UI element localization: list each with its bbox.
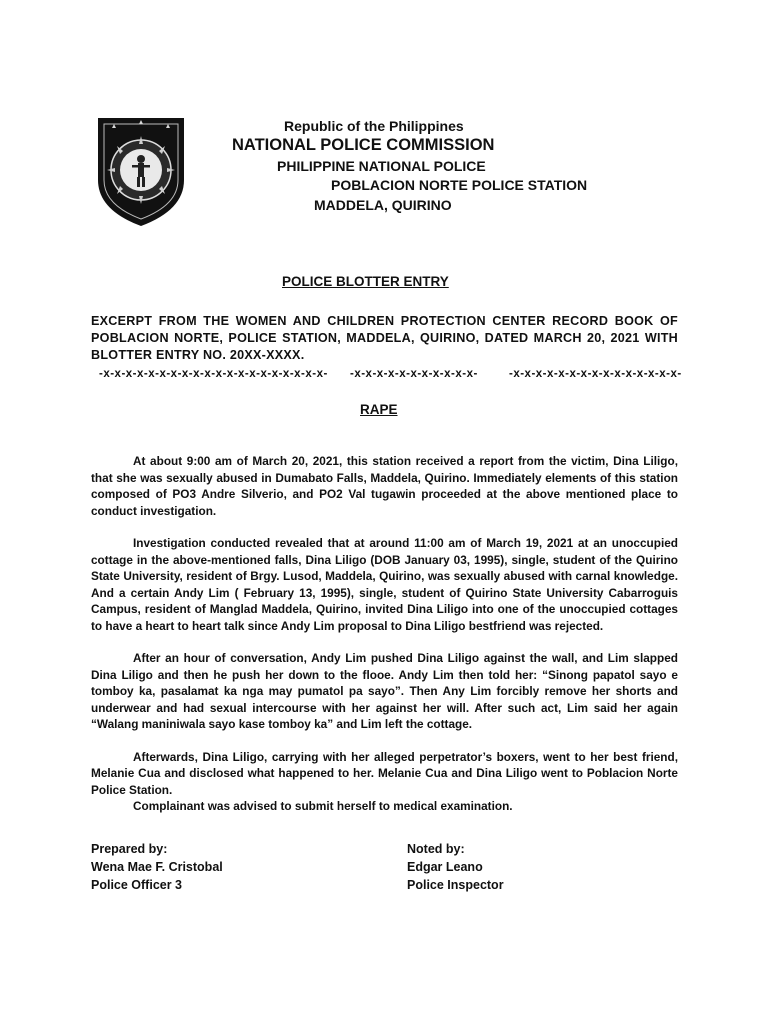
noted-by-block: [407, 840, 504, 894]
prepared-by-label: Prepared by:: [91, 842, 168, 856]
separator-line: -x-x-x-x-x-x-x-x-x-x-x-: [350, 368, 478, 380]
location-line: MADDELA, QUIRINO: [314, 197, 452, 213]
narrative-paragraph: At about 9:00 am of March 20, 2021, this station received a report from the victim, Dina Liligo, that she was sexually abused in Dumabato Falls, Maddela, Quirino. Immediately elements of this station composed of PO3 Andre Silverio, and PO2 Val tugawin proceeded at the above mentioned place to conduct investigation.: [91, 454, 678, 518]
document-title: POLICE BLOTTER ENTRY: [282, 274, 449, 289]
station-line: POBLACION NORTE POLICE STATION: [331, 177, 588, 193]
republic-line: Republic of the Philippines: [284, 118, 464, 134]
noted-by-name: Edgar Leano: [407, 860, 483, 874]
separator-line: -x-x-x-x-x-x-x-x-x-x-x-x-x-x-x-: [509, 368, 682, 380]
prepared-by-name: Wena Mae F. Cristobal: [91, 860, 223, 874]
prepared-by-block: [91, 840, 223, 894]
excerpt-paragraph: EXCERPT FROM THE WOMEN AND CHILDREN PROTECTION CENTER RECORD BOOK OF POBLACION NORTE, POLICE STATION, MADDELA, QUIRINO, DATED MARCH 20, 2021 WITH BLOTTER ENTRY NO. 20XX-XXXX.: [91, 314, 678, 362]
commission-line: NATIONAL POLICE COMMISSION: [232, 136, 495, 154]
separator-line: -x-x-x-x-x-x-x-x-x-x-x-x-x-x-x-x-x-x-x-x-: [99, 368, 328, 380]
narrative-body: [91, 453, 678, 815]
narrative-paragraph: Investigation conducted revealed that at around 11:00 am of March 19, 2021 at an unoccupied cottage in the above-mentioned falls, Dina Liligo (DOB January 03, 1995), single, student of the Quirino State University, resident of Brgy. Lusod, Maddela, Quirino, was sexually abused with carnal knowledge. And a certain Andy Lim ( February 13, 1995), single, student of Quirino State University Cabarroguis Campus, resident of Manglad Maddela, Quirino, invited Dina Liligo into one of the unoccupied cottages to have a heart to heart talk since Andy Lim proposal to Dina Liligo bestfriend was rejected.: [91, 536, 678, 633]
offense-title: RAPE: [360, 402, 398, 417]
pnp-seal-logo: [92, 114, 190, 228]
prepared-by-rank: Police Officer 3: [91, 878, 183, 892]
noted-by-label: Noted by:: [407, 842, 465, 856]
narrative-paragraph: After an hour of conversation, Andy Lim pushed Dina Liligo against the wall, and Lim slapped Dina Liligo and then he push her down to the flooe. Andy Lim then told her: “Sinong papatol sayo e tomboy ka, pasalamat ka nga may pumatol pa sayo”. Then Any Lim forcibly remove her shorts and underwear and had sexual intercourse with her against her will. After such act, Lim said her again “Walang maniniwala sayo kase tomboy ka” and Lim left the cottage.: [91, 651, 678, 731]
agency-line: PHILIPPINE NATIONAL POLICE: [277, 158, 486, 174]
narrative-paragraph: Afterwards, Dina Liligo, carrying with her alleged perpetrator’s boxers, went to her best friend, Melanie Cua and disclosed what happened to her. Melanie Cua and Dina Liligo went to Poblacion Norte Police Station.: [91, 749, 678, 797]
narrative-paragraph: Complainant was advised to submit herself to medical examination.: [133, 799, 513, 813]
noted-by-rank: Police Inspector: [407, 878, 504, 892]
